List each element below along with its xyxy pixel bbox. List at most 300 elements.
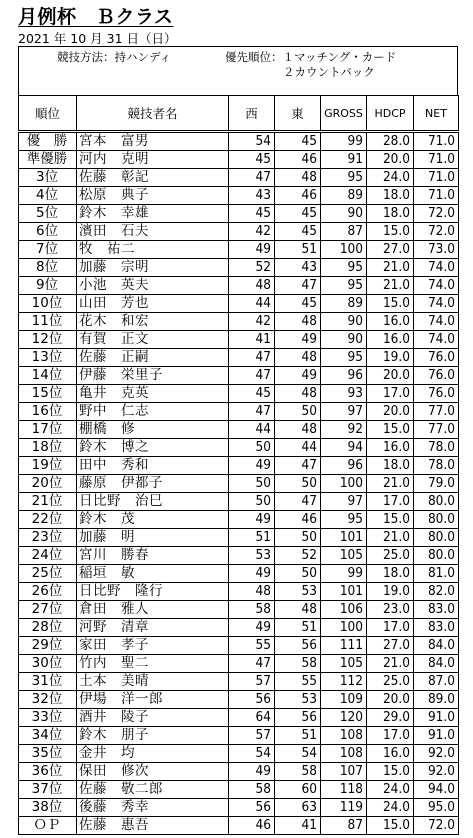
results-body	[19, 132, 459, 835]
handicap-cell: 20.0	[367, 691, 414, 709]
table-row	[19, 367, 459, 385]
player-name-cell: 藤原 伊都子	[77, 475, 229, 493]
player-name-cell: 伊藤 栄里子	[77, 367, 229, 385]
table-row	[19, 745, 459, 763]
handicap-cell: 15.0	[367, 817, 414, 835]
rank-cell: 19位	[19, 457, 77, 475]
gross-score-cell: 108	[321, 745, 367, 763]
net-score-cell: 91.0	[414, 709, 459, 727]
west-score-cell: 58	[229, 601, 275, 619]
table-row	[19, 169, 459, 187]
net-score-cell: 74.0	[414, 313, 459, 331]
table-row	[19, 151, 459, 169]
handicap-cell: 27.0	[367, 637, 414, 655]
rank-cell: 28位	[19, 619, 77, 637]
west-score-cell: 46	[229, 817, 275, 835]
player-name-cell: 加藤 宗明	[77, 259, 229, 277]
east-score-cell: 48	[275, 169, 321, 187]
handicap-cell: 20.0	[367, 367, 414, 385]
gross-score-cell: 90	[321, 205, 367, 223]
gross-score-cell: 95	[321, 349, 367, 367]
handicap-cell: 15.0	[367, 223, 414, 241]
handicap-cell: 21.0	[367, 529, 414, 547]
gross-score-cell: 112	[321, 673, 367, 691]
handicap-cell: 24.0	[367, 169, 414, 187]
rank-cell: 7位	[19, 241, 77, 259]
table-row	[19, 331, 459, 349]
gross-score-cell: 89	[321, 187, 367, 205]
gross-score-cell: 90	[321, 313, 367, 331]
table-row	[19, 205, 459, 223]
table-row	[19, 691, 459, 709]
table-row	[19, 439, 459, 457]
net-score-cell: 80.0	[414, 547, 459, 565]
gross-score-cell: 93	[321, 385, 367, 403]
east-score-cell: 50	[275, 475, 321, 493]
west-score-cell: 45	[229, 385, 275, 403]
west-score-cell: 44	[229, 295, 275, 313]
rank-cell: 9位	[19, 277, 77, 295]
west-score-cell: 47	[229, 169, 275, 187]
player-name-cell: 佐藤 敬二郎	[77, 781, 229, 799]
net-score-cell: 79.0	[414, 475, 459, 493]
gross-score-cell: 95	[321, 169, 367, 187]
player-name-cell: 河内 克明	[77, 151, 229, 169]
net-score-cell: 72.0	[414, 205, 459, 223]
net-score-cell: 71.0	[414, 169, 459, 187]
west-score-cell: 49	[229, 565, 275, 583]
net-score-cell: 72.0	[414, 817, 459, 835]
table-row	[19, 781, 459, 799]
east-score-cell: 47	[275, 493, 321, 511]
player-name-cell: 棚橋 修	[77, 421, 229, 439]
player-name-cell: 小池 英夫	[77, 277, 229, 295]
table-row	[19, 583, 459, 601]
table-row	[19, 132, 459, 151]
net-score-cell: 71.0	[414, 132, 459, 151]
east-score-cell: 48	[275, 385, 321, 403]
net-score-cell: 74.0	[414, 295, 459, 313]
east-score-cell: 46	[275, 187, 321, 205]
east-score-cell: 46	[275, 511, 321, 529]
net-score-cell: 84.0	[414, 655, 459, 673]
handicap-cell: 18.0	[367, 565, 414, 583]
gross-score-cell: 100	[321, 241, 367, 259]
gross-score-cell: 106	[321, 601, 367, 619]
player-name-cell: 後藤 秀幸	[77, 799, 229, 817]
net-score-cell: 87.0	[414, 673, 459, 691]
net-score-cell: 77.0	[414, 421, 459, 439]
east-score-cell: 49	[275, 367, 321, 385]
west-score-cell: 43	[229, 187, 275, 205]
player-name-cell: 有賀 正文	[77, 331, 229, 349]
east-score-cell: 46	[275, 151, 321, 169]
player-name-cell: 亀井 克英	[77, 385, 229, 403]
west-score-cell: 47	[229, 655, 275, 673]
west-score-cell: 51	[229, 529, 275, 547]
net-score-cell: 73.0	[414, 241, 459, 259]
handicap-cell: 20.0	[367, 151, 414, 169]
east-score-cell: 52	[275, 547, 321, 565]
rank-cell: 38位	[19, 799, 77, 817]
table-row	[19, 673, 459, 691]
handicap-cell: 18.0	[367, 205, 414, 223]
table-row	[19, 529, 459, 547]
west-score-cell: 41	[229, 331, 275, 349]
table-row	[19, 547, 459, 565]
net-score-cell: 74.0	[414, 277, 459, 295]
net-score-cell: 91.0	[414, 727, 459, 745]
event-date: 2021 年 10 月 31 日（日）	[18, 31, 177, 46]
rank-cell: 29位	[19, 637, 77, 655]
net-score-cell: 74.0	[414, 259, 459, 277]
col-header-west: 西	[229, 96, 275, 132]
gross-score-cell: 96	[321, 457, 367, 475]
handicap-cell: 15.0	[367, 511, 414, 529]
player-name-cell: 家田 孝子	[77, 637, 229, 655]
west-score-cell: 47	[229, 367, 275, 385]
west-score-cell: 42	[229, 313, 275, 331]
table-row	[19, 385, 459, 403]
net-score-cell: 76.0	[414, 349, 459, 367]
table-row	[19, 565, 459, 583]
east-score-cell: 53	[275, 583, 321, 601]
net-score-cell: 77.0	[414, 403, 459, 421]
east-score-cell: 49	[275, 331, 321, 349]
handicap-cell: 25.0	[367, 673, 414, 691]
col-header-hdcp: HDCP	[367, 96, 414, 132]
table-row	[19, 601, 459, 619]
gross-score-cell: 109	[321, 691, 367, 709]
rank-cell: 準優勝	[19, 151, 77, 169]
west-score-cell: 57	[229, 673, 275, 691]
handicap-cell: 17.0	[367, 727, 414, 745]
handicap-cell: 15.0	[367, 763, 414, 781]
handicap-cell: 20.0	[367, 403, 414, 421]
gross-score-cell: 111	[321, 637, 367, 655]
player-name-cell: 鈴木 博之	[77, 439, 229, 457]
gross-score-cell: 107	[321, 763, 367, 781]
west-score-cell: 50	[229, 475, 275, 493]
west-score-cell: 49	[229, 619, 275, 637]
rank-cell: 6位	[19, 223, 77, 241]
east-score-cell: 45	[275, 295, 321, 313]
east-score-cell: 48	[275, 601, 321, 619]
west-score-cell: 56	[229, 691, 275, 709]
net-score-cell: 84.0	[414, 637, 459, 655]
west-score-cell: 47	[229, 403, 275, 421]
west-score-cell: 53	[229, 547, 275, 565]
gross-score-cell: 97	[321, 493, 367, 511]
rank-cell: 10位	[19, 295, 77, 313]
gross-score-cell: 105	[321, 655, 367, 673]
handicap-cell: 18.0	[367, 187, 414, 205]
rank-cell: 32位	[19, 691, 77, 709]
rank-cell: 27位	[19, 601, 77, 619]
east-score-cell: 56	[275, 709, 321, 727]
east-score-cell: 48	[275, 421, 321, 439]
rank-cell: 34位	[19, 727, 77, 745]
table-row	[19, 457, 459, 475]
handicap-cell: 17.0	[367, 619, 414, 637]
table-row	[19, 421, 459, 439]
player-name-cell: 金井 均	[77, 745, 229, 763]
gross-score-cell: 101	[321, 529, 367, 547]
handicap-cell: 18.0	[367, 457, 414, 475]
west-score-cell: 47	[229, 349, 275, 367]
west-score-cell: 42	[229, 223, 275, 241]
rank-cell: 5位	[19, 205, 77, 223]
table-row	[19, 817, 459, 835]
player-name-cell: 佐藤 正嗣	[77, 349, 229, 367]
west-score-cell: 54	[229, 132, 275, 151]
gross-score-cell: 119	[321, 799, 367, 817]
west-score-cell: 50	[229, 493, 275, 511]
east-score-cell: 51	[275, 619, 321, 637]
net-score-cell: 80.0	[414, 493, 459, 511]
rank-cell: 優 勝	[19, 132, 77, 151]
player-name-cell: 花木 和宏	[77, 313, 229, 331]
col-header-player-name: 競技者名	[77, 96, 229, 132]
net-score-cell: 92.0	[414, 745, 459, 763]
west-score-cell: 45	[229, 205, 275, 223]
net-score-cell: 80.0	[414, 511, 459, 529]
gross-score-cell: 90	[321, 331, 367, 349]
west-score-cell: 55	[229, 637, 275, 655]
handicap-cell: 17.0	[367, 493, 414, 511]
results-table	[18, 95, 459, 835]
gross-score-cell: 118	[321, 781, 367, 799]
west-score-cell: 48	[229, 277, 275, 295]
gross-score-cell: 89	[321, 295, 367, 313]
gross-score-cell: 108	[321, 727, 367, 745]
handicap-cell: 15.0	[367, 295, 414, 313]
handicap-cell: 16.0	[367, 745, 414, 763]
handicap-cell: 21.0	[367, 259, 414, 277]
rank-cell: 8位	[19, 259, 77, 277]
gross-score-cell: 87	[321, 223, 367, 241]
east-score-cell: 54	[275, 745, 321, 763]
handicap-cell: 21.0	[367, 655, 414, 673]
player-name-cell: 松原 典子	[77, 187, 229, 205]
player-name-cell: 日比野 治巳	[77, 493, 229, 511]
east-score-cell: 48	[275, 313, 321, 331]
player-name-cell: 鈴木 幸雄	[77, 205, 229, 223]
player-name-cell: 加藤 明	[77, 529, 229, 547]
rank-cell: 33位	[19, 709, 77, 727]
rank-cell: 21位	[19, 493, 77, 511]
player-name-cell: 牧 祐二	[77, 241, 229, 259]
table-row	[19, 655, 459, 673]
east-score-cell: 45	[275, 223, 321, 241]
rank-cell: 22位	[19, 511, 77, 529]
handicap-cell: 21.0	[367, 277, 414, 295]
east-score-cell: 45	[275, 205, 321, 223]
east-score-cell: 60	[275, 781, 321, 799]
handicap-cell: 15.0	[367, 421, 414, 439]
handicap-cell: 25.0	[367, 547, 414, 565]
west-score-cell: 64	[229, 709, 275, 727]
east-score-cell: 50	[275, 529, 321, 547]
rank-cell: 16位	[19, 403, 77, 421]
rank-cell: 24位	[19, 547, 77, 565]
player-name-cell: 保田 修次	[77, 763, 229, 781]
west-score-cell: 56	[229, 799, 275, 817]
handicap-cell: 28.0	[367, 132, 414, 151]
net-score-cell: 71.0	[414, 187, 459, 205]
net-score-cell: 76.0	[414, 367, 459, 385]
west-score-cell: 52	[229, 259, 275, 277]
rank-cell: 20位	[19, 475, 77, 493]
table-row	[19, 727, 459, 745]
handicap-cell: 24.0	[367, 799, 414, 817]
table-row	[19, 619, 459, 637]
gross-score-cell: 95	[321, 277, 367, 295]
player-name-cell: 河野 清章	[77, 619, 229, 637]
col-header-net: NET	[414, 96, 459, 132]
table-row	[19, 799, 459, 817]
west-score-cell: 44	[229, 421, 275, 439]
player-name-cell: 宮川 勝春	[77, 547, 229, 565]
gross-score-cell: 87	[321, 817, 367, 835]
west-score-cell: 54	[229, 745, 275, 763]
priority-order-line2: ２カウントバック	[283, 65, 375, 79]
competition-method: 競技方法：持ハンディ	[57, 50, 172, 64]
east-score-cell: 58	[275, 763, 321, 781]
net-score-cell: 78.0	[414, 457, 459, 475]
east-score-cell: 51	[275, 241, 321, 259]
rank-cell: ＯＰ	[19, 817, 77, 835]
player-name-cell: 酒井 陵子	[77, 709, 229, 727]
table-row	[19, 511, 459, 529]
table-row	[19, 223, 459, 241]
west-score-cell: 49	[229, 457, 275, 475]
rank-cell: 36位	[19, 763, 77, 781]
gross-score-cell: 97	[321, 403, 367, 421]
player-name-cell: 竹内 聖二	[77, 655, 229, 673]
table-row	[19, 475, 459, 493]
east-score-cell: 51	[275, 727, 321, 745]
gross-score-cell: 99	[321, 565, 367, 583]
table-row	[19, 313, 459, 331]
rank-cell: 14位	[19, 367, 77, 385]
table-row	[19, 259, 459, 277]
handicap-cell: 19.0	[367, 583, 414, 601]
west-score-cell: 58	[229, 781, 275, 799]
gross-score-cell: 95	[321, 511, 367, 529]
east-score-cell: 47	[275, 457, 321, 475]
player-name-cell: 山田 芳也	[77, 295, 229, 313]
handicap-cell: 23.0	[367, 601, 414, 619]
player-name-cell: 佐藤 惠吾	[77, 817, 229, 835]
rank-cell: 37位	[19, 781, 77, 799]
rank-cell: 30位	[19, 655, 77, 673]
player-name-cell: 鈴木 朋子	[77, 727, 229, 745]
player-name-cell: 鈴木 茂	[77, 511, 229, 529]
rank-cell: 35位	[19, 745, 77, 763]
table-header-row	[19, 96, 459, 132]
handicap-cell: 24.0	[367, 781, 414, 799]
net-score-cell: 83.0	[414, 601, 459, 619]
player-name-cell: 田中 秀和	[77, 457, 229, 475]
col-header-gross: GROSS	[321, 96, 367, 132]
net-score-cell: 83.0	[414, 619, 459, 637]
table-row	[19, 763, 459, 781]
rank-cell: 26位	[19, 583, 77, 601]
gross-score-cell: 100	[321, 475, 367, 493]
east-score-cell: 50	[275, 403, 321, 421]
net-score-cell: 78.0	[414, 439, 459, 457]
net-score-cell: 76.0	[414, 385, 459, 403]
gross-score-cell: 92	[321, 421, 367, 439]
rank-cell: 4位	[19, 187, 77, 205]
rules-header	[18, 46, 458, 95]
player-name-cell: 野中 仁志	[77, 403, 229, 421]
rank-cell: 17位	[19, 421, 77, 439]
handicap-cell: 17.0	[367, 385, 414, 403]
col-header-east: 東	[275, 96, 321, 132]
table-row	[19, 403, 459, 421]
gross-score-cell: 96	[321, 367, 367, 385]
rank-cell: 18位	[19, 439, 77, 457]
east-score-cell: 41	[275, 817, 321, 835]
east-score-cell: 47	[275, 277, 321, 295]
gross-score-cell: 100	[321, 619, 367, 637]
gross-score-cell: 99	[321, 132, 367, 151]
east-score-cell: 58	[275, 655, 321, 673]
net-score-cell: 74.0	[414, 331, 459, 349]
handicap-cell: 27.0	[367, 241, 414, 259]
west-score-cell: 50	[229, 439, 275, 457]
priority-order-line1: 優先順位：１マッチング・カード	[225, 50, 397, 64]
gross-score-cell: 95	[321, 259, 367, 277]
west-score-cell: 45	[229, 151, 275, 169]
net-score-cell: 80.0	[414, 529, 459, 547]
east-score-cell: 44	[275, 439, 321, 457]
east-score-cell: 50	[275, 565, 321, 583]
net-score-cell: 72.0	[414, 223, 459, 241]
east-score-cell: 55	[275, 673, 321, 691]
west-score-cell: 49	[229, 241, 275, 259]
gross-score-cell: 105	[321, 547, 367, 565]
col-header-rank: 順位	[19, 96, 77, 132]
player-name-cell: 濱田 石夫	[77, 223, 229, 241]
gross-score-cell: 101	[321, 583, 367, 601]
table-row	[19, 709, 459, 727]
player-name-cell: 土本 美晴	[77, 673, 229, 691]
handicap-cell: 29.0	[367, 709, 414, 727]
east-score-cell: 48	[275, 349, 321, 367]
handicap-cell: 16.0	[367, 439, 414, 457]
gross-score-cell: 91	[321, 151, 367, 169]
net-score-cell: 95.0	[414, 799, 459, 817]
net-score-cell: 71.0	[414, 151, 459, 169]
player-name-cell: 日比野 隆行	[77, 583, 229, 601]
rank-cell: 3位	[19, 169, 77, 187]
table-row	[19, 493, 459, 511]
rank-cell: 31位	[19, 673, 77, 691]
player-name-cell: 宮本 富男	[77, 132, 229, 151]
table-row	[19, 637, 459, 655]
rank-cell: 25位	[19, 565, 77, 583]
rank-cell: 12位	[19, 331, 77, 349]
table-row	[19, 241, 459, 259]
rank-cell: 11位	[19, 313, 77, 331]
net-score-cell: 82.0	[414, 583, 459, 601]
net-score-cell: 81.0	[414, 565, 459, 583]
table-row	[19, 295, 459, 313]
page-title: 月例杯 Ｂクラス	[18, 6, 174, 28]
